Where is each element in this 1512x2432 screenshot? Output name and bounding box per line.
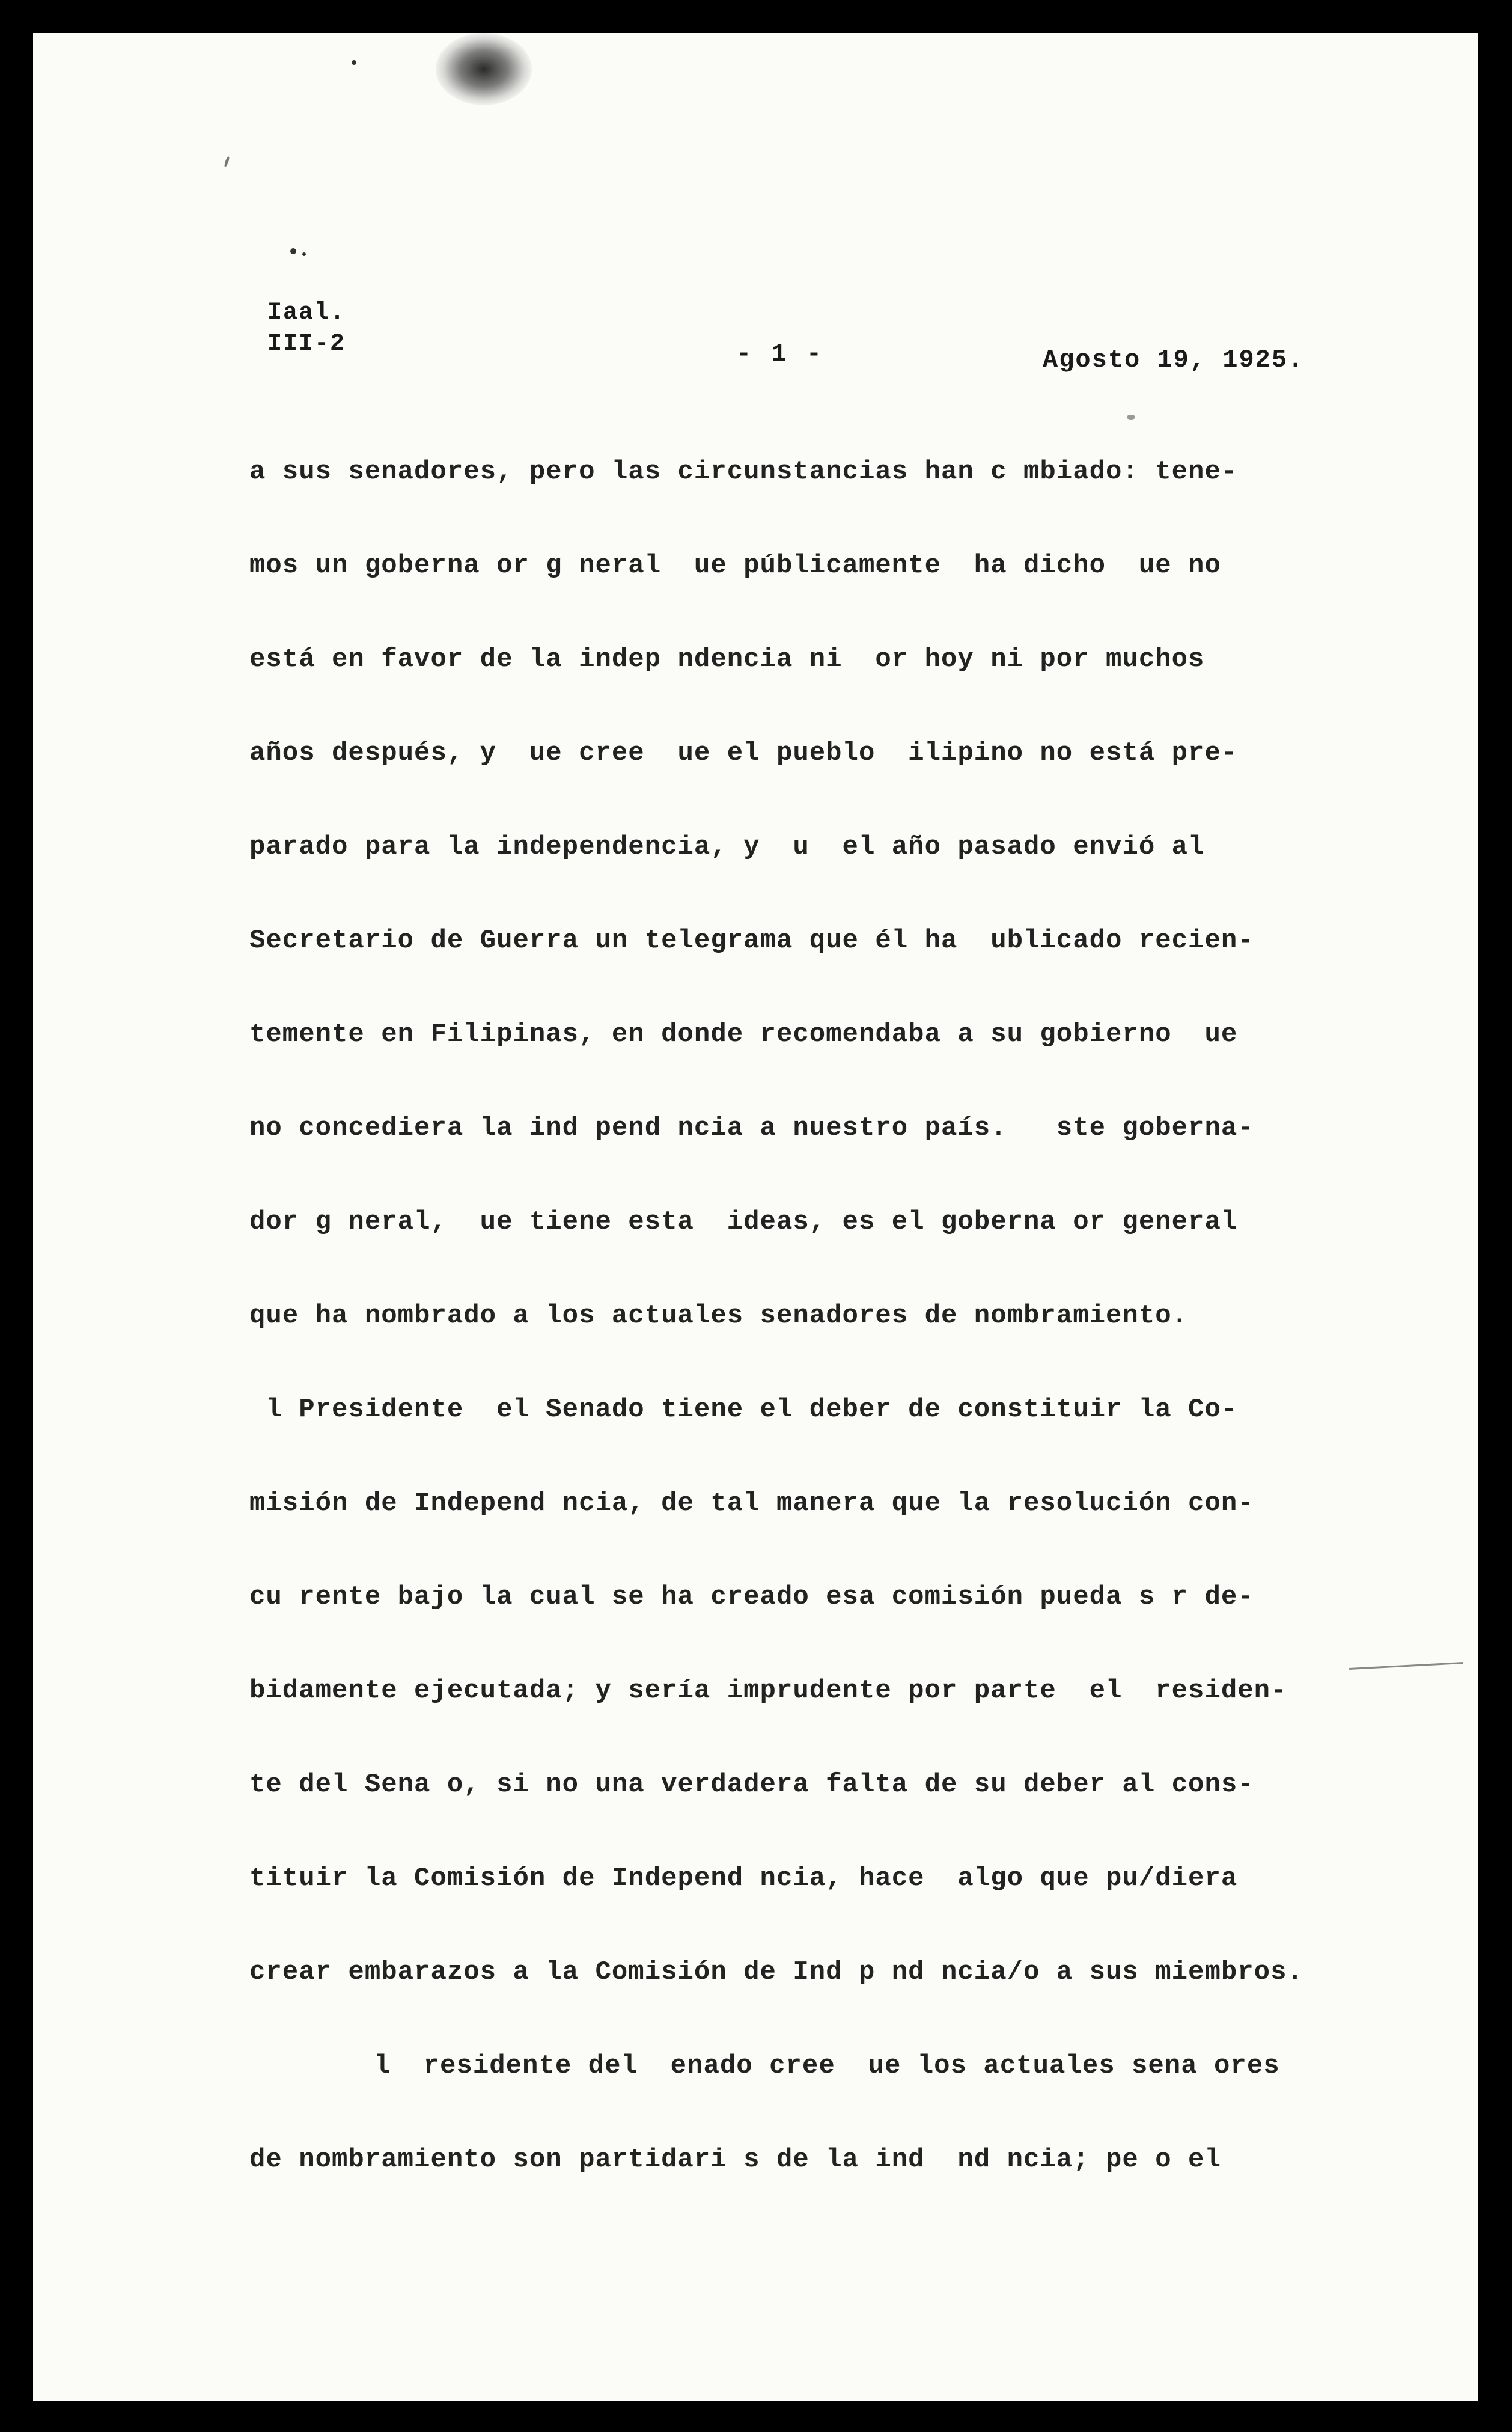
page-number: - 1 - <box>736 340 825 368</box>
text-line: crear embarazos a la Comisión de Ind p nd ncia/o a sus miembros. <box>249 1957 1303 1987</box>
text-line: que ha nombrado a los actuales senadores de nombramiento. <box>249 1301 1189 1331</box>
text-line: bidamente ejecutada; y sería imprudente por parte el residen- <box>249 1676 1287 1706</box>
reference-line-2: III-2 <box>267 331 346 358</box>
text-line: años después, y ue cree ue el pueblo ilipino no está pre- <box>249 738 1238 768</box>
text-line: l Presidente el Senado tiene el deber de constituir la Co- <box>249 1395 1238 1425</box>
text-line: no concediera la ind pend ncia a nuestro país. ste goberna- <box>249 1113 1254 1143</box>
ink-speck <box>302 252 306 256</box>
ink-speck <box>224 156 230 168</box>
text-line: misión de Independ ncia, de tal manera que la resolución con- <box>249 1488 1254 1518</box>
text-line: está en favor de la indep ndencia ni or hoy ni por muchos <box>249 644 1205 674</box>
text-line: l residente del enado cree ue los actuales sena ores <box>358 2051 1280 2081</box>
ink-smudge <box>436 33 532 105</box>
ink-speck <box>1127 415 1135 420</box>
reference-line-1: Iaal. <box>267 299 346 326</box>
document-date: Agosto 19, 1925. <box>1043 346 1305 374</box>
text-line: de nombramiento son partidari s de la ind nd ncia; pe o el <box>249 2145 1221 2175</box>
text-line: mos un goberna or g neral ue públicamente ha dicho ue no <box>249 551 1221 581</box>
ink-speck <box>352 60 356 65</box>
document-page <box>33 33 1478 2401</box>
text-line: cu rente bajo la cual se ha creado esa comisión pueda s r de- <box>249 1582 1254 1612</box>
text-line: temente en Filipinas, en donde recomendaba a su gobierno ue <box>249 1019 1238 1049</box>
text-line: parado para la independencia, y u el año pasado envió al <box>249 832 1205 862</box>
text-line: a sus senadores, pero las circunstancias han c mbiado: tene- <box>249 457 1238 487</box>
reference-code <box>267 298 346 360</box>
text-line: Secretario de Guerra un telegrama que él ha ublicado recien- <box>249 926 1254 956</box>
text-line: tituir la Comisión de Independ ncia, hace algo que pu/diera <box>249 1863 1238 1893</box>
document-body <box>249 454 1397 2235</box>
text-line: dor g neral, ue tiene esta ideas, es el goberna or general <box>249 1207 1238 1237</box>
ink-speck <box>290 248 296 254</box>
text-line: te del Sena o, si no una verdadera falta de su deber al cons- <box>249 1770 1254 1800</box>
